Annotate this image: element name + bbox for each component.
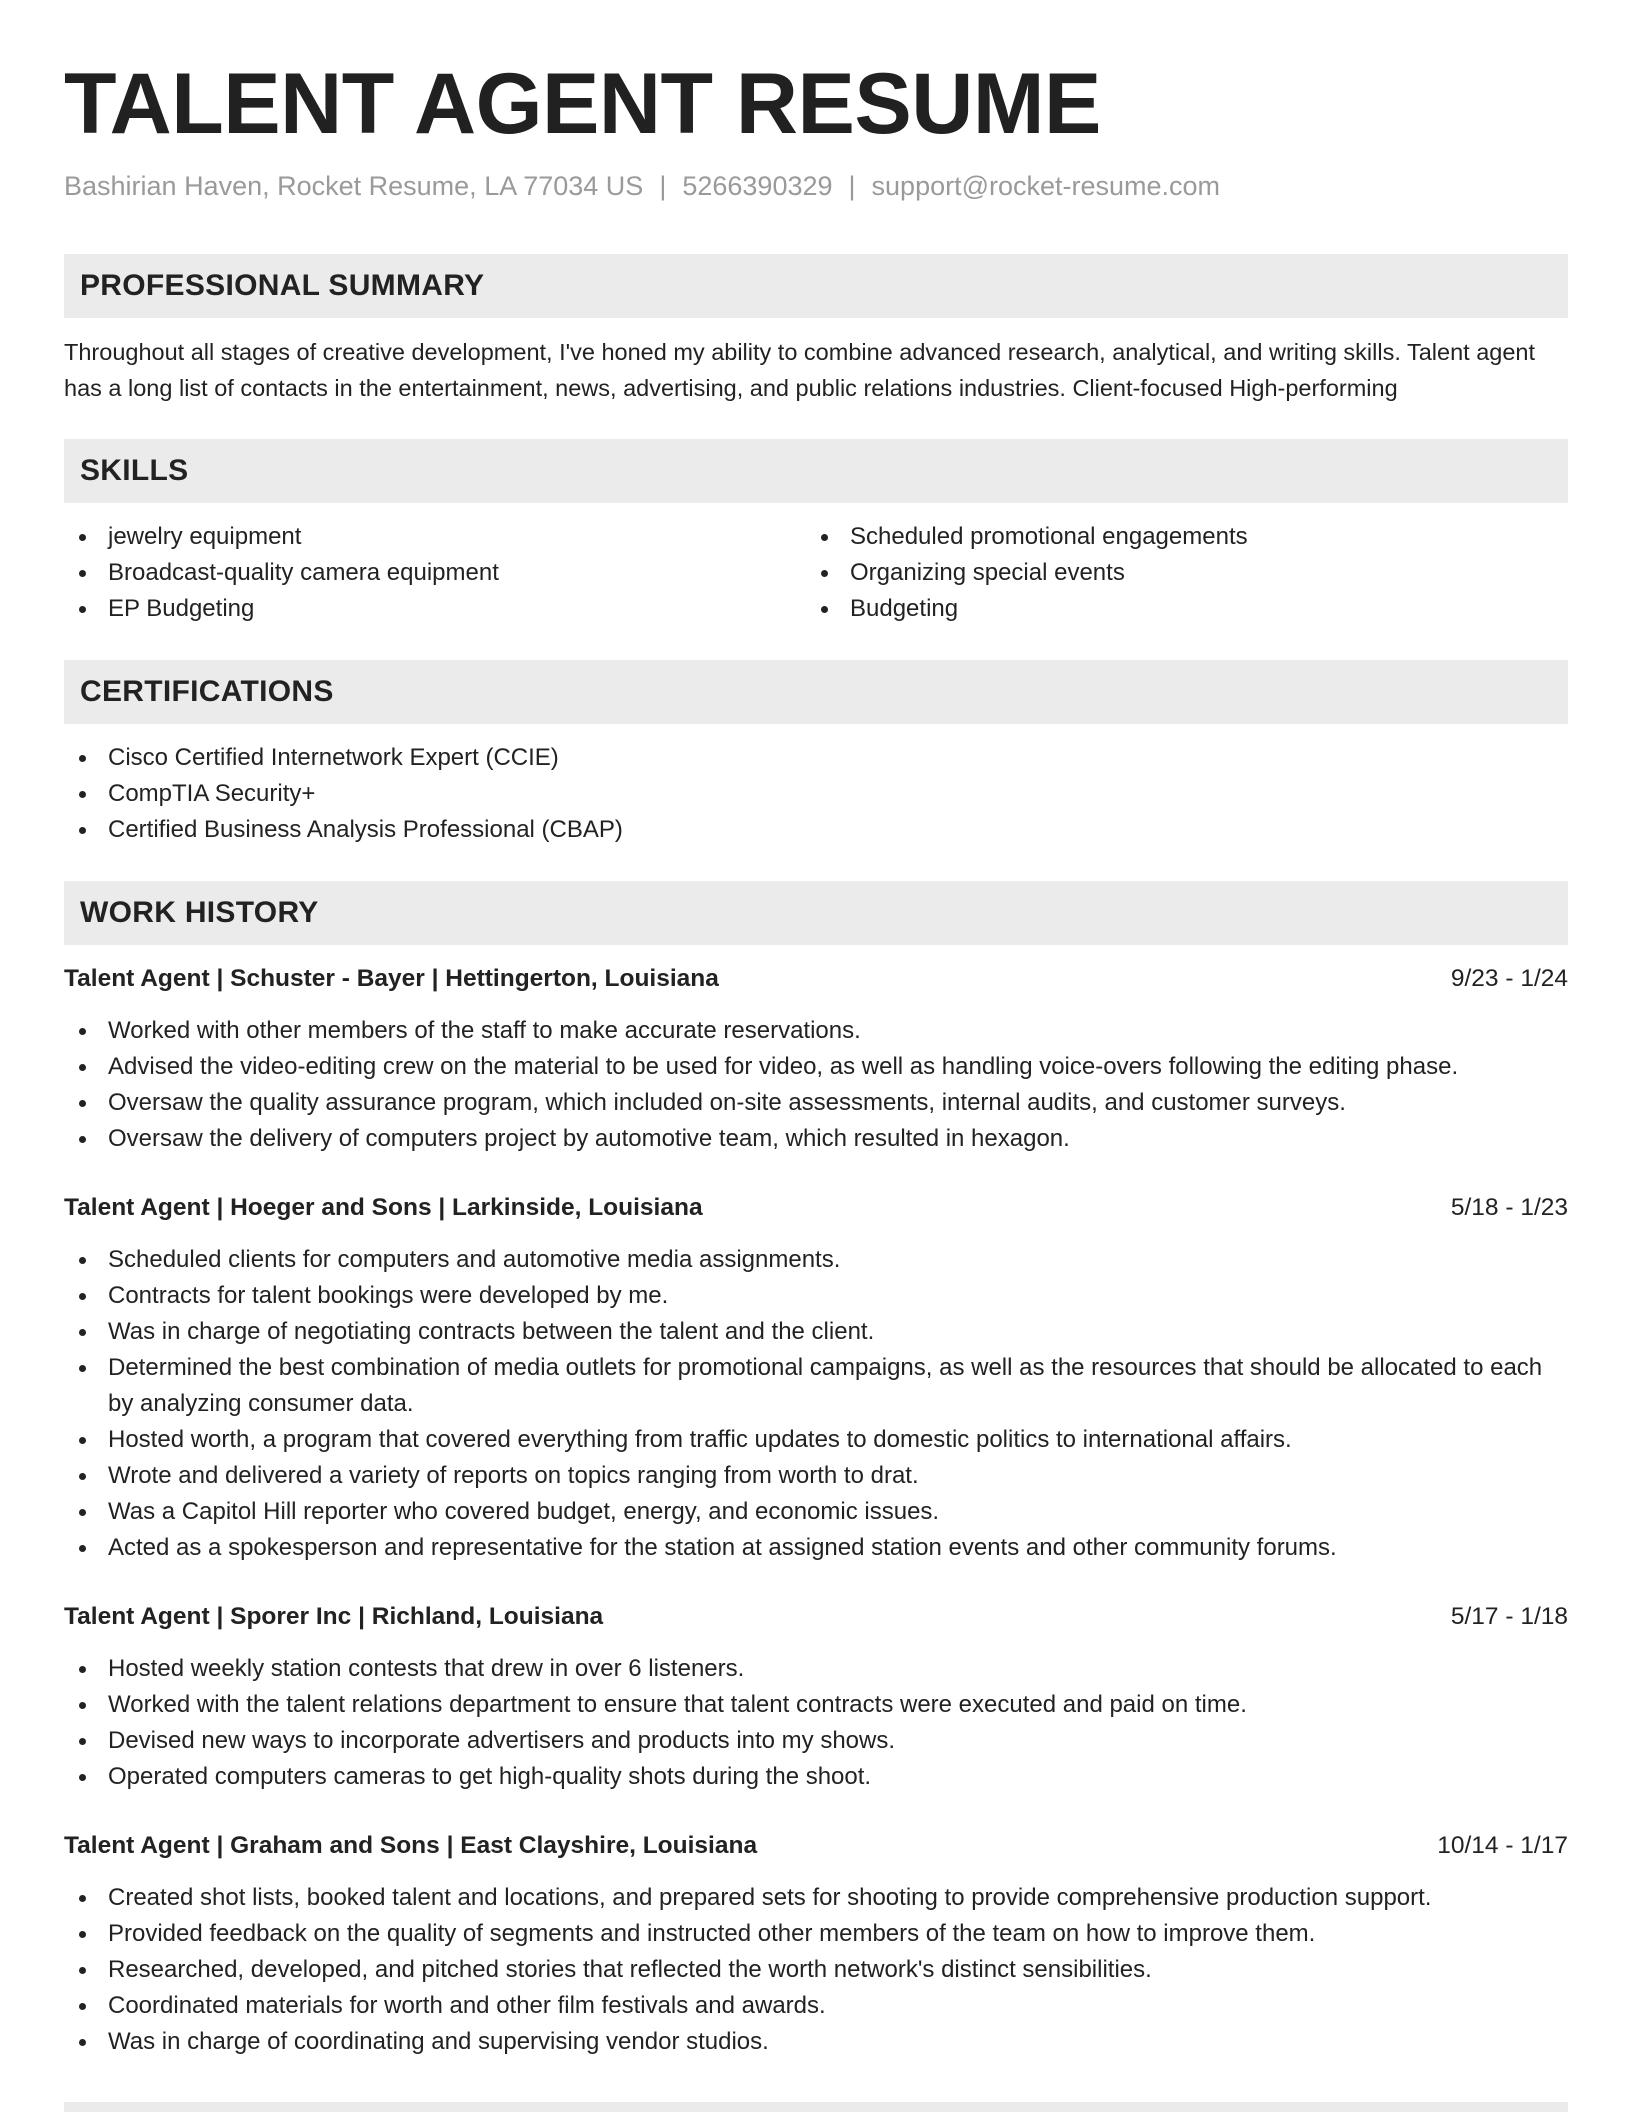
skills-list-left	[64, 519, 806, 627]
certification-item: Certified Business Analysis Professional (CBAP)	[64, 812, 1568, 848]
resume-title: TALENT AGENT RESUME	[64, 56, 1101, 152]
section-header-certifications: CERTIFICATIONS	[64, 660, 1568, 724]
resume-page	[64, 52, 1568, 2060]
job-bullet: Created shot lists, booked talent and locations, and prepared sets for shooting to provide comprehensive production support.	[64, 1880, 1568, 1916]
job-title: Talent Agent | Schuster - Bayer | Hettingerton, Louisiana	[64, 965, 719, 992]
job-dates: 5/17 - 1/18	[1450, 1603, 1568, 1630]
job-entry	[64, 961, 1568, 1157]
contact-phone: 5266390329	[682, 171, 833, 201]
job-bullet: Was in charge of negotiating contracts between the talent and the client.	[64, 1314, 1568, 1350]
job-bullet: Researched, developed, and pitched stories that reflected the worth network's distinct sensibilities.	[64, 1952, 1568, 1988]
certification-item: Cisco Certified Internetwork Expert (CCIE)	[64, 740, 1568, 776]
job-bullet: Provided feedback on the quality of segments and instructed other members of the team on how to improve them.	[64, 1916, 1568, 1952]
job-bullet: Scheduled clients for computers and automotive media assignments.	[64, 1242, 1568, 1278]
skill-item: jewelry equipment	[64, 519, 806, 555]
job-bullets	[64, 1242, 1568, 1566]
job-entry	[64, 1190, 1568, 1566]
job-bullets	[64, 1651, 1568, 1795]
job-bullet: Oversaw the delivery of computers project by automotive team, which resulted in hexagon.	[64, 1121, 1568, 1157]
job-header	[64, 961, 1568, 997]
certifications-list	[64, 740, 1568, 848]
job-bullet: Advised the video-editing crew on the material to be used for video, as well as handling voice-overs following the editing phase.	[64, 1049, 1568, 1085]
contact-separator: |	[848, 171, 856, 201]
contact-separator: |	[659, 171, 667, 201]
job-bullet: Worked with the talent relations department to ensure that talent contracts were executed and paid on time.	[64, 1687, 1568, 1723]
job-bullet: Was a Capitol Hill reporter who covered budget, energy, and economic issues.	[64, 1494, 1568, 1530]
job-header	[64, 1599, 1568, 1635]
job-title: Talent Agent | Sporer Inc | Richland, Louisiana	[64, 1603, 604, 1630]
certification-item: CompTIA Security+	[64, 776, 1568, 812]
job-bullet: Wrote and delivered a variety of reports on topics ranging from worth to drat.	[64, 1458, 1568, 1494]
job-title: Talent Agent | Graham and Sons | East Clayshire, Louisiana	[64, 1832, 758, 1859]
job-bullet: Coordinated materials for worth and other film festivals and awards.	[64, 1988, 1568, 2024]
skill-item: Broadcast-quality camera equipment	[64, 555, 806, 591]
section-header-skills: SKILLS	[64, 439, 1568, 503]
job-dates: 5/18 - 1/23	[1450, 1194, 1568, 1221]
next-section-header-edge	[64, 2102, 1568, 2112]
section-header-work-history: WORK HISTORY	[64, 881, 1568, 945]
job-header	[64, 1190, 1568, 1226]
job-title: Talent Agent | Hoeger and Sons | Larkinside, Louisiana	[64, 1194, 703, 1221]
job-bullet: Devised new ways to incorporate advertisers and products into my shows.	[64, 1723, 1568, 1759]
section-header-summary: PROFESSIONAL SUMMARY	[64, 254, 1568, 318]
job-bullet: Operated computers cameras to get high-quality shots during the shoot.	[64, 1759, 1568, 1795]
job-bullets	[64, 1013, 1568, 1157]
job-bullet: Was in charge of coordinating and supervising vendor studios.	[64, 2024, 1568, 2060]
contact-address: Bashirian Haven, Rocket Resume, LA 77034 US	[64, 171, 644, 201]
skill-item: Budgeting	[806, 591, 1548, 627]
skills-grid	[64, 503, 1568, 627]
skill-item: EP Budgeting	[64, 591, 806, 627]
job-entry	[64, 1599, 1568, 1795]
job-bullet: Hosted weekly station contests that drew in over 6 listeners.	[64, 1651, 1568, 1687]
contact-line	[64, 166, 1568, 206]
summary-text: Throughout all stages of creative development, I've honed my ability to combine advanced research, analytical, and writing skills. Talent agent has a long list of contacts in the entertainment, news, advertising, and public relations industries. Client-focused High-performing	[64, 339, 1536, 401]
job-dates: 9/23 - 1/24	[1450, 965, 1568, 992]
job-bullets	[64, 1880, 1568, 2060]
job-entry	[64, 1828, 1568, 2060]
job-dates: 10/14 - 1/17	[1437, 1832, 1568, 1859]
contact-email: support@rocket-resume.com	[871, 171, 1221, 201]
job-bullet: Hosted worth, a program that covered everything from traffic updates to domestic politics to international affairs.	[64, 1422, 1568, 1458]
job-header	[64, 1828, 1568, 1864]
skills-list-right	[806, 519, 1548, 627]
skill-item: Organizing special events	[806, 555, 1548, 591]
job-bullet: Determined the best combination of media outlets for promotional campaigns, as well as the resources that should be allocated to each by analyzing consumer data.	[64, 1350, 1568, 1422]
job-bullet: Contracts for talent bookings were developed by me.	[64, 1278, 1568, 1314]
job-bullet: Oversaw the quality assurance program, which included on-site assessments, internal audits, and customer surveys.	[64, 1085, 1568, 1121]
skill-item: Scheduled promotional engagements	[806, 519, 1548, 555]
job-bullet: Worked with other members of the staff to make accurate reservations.	[64, 1013, 1568, 1049]
job-bullet: Acted as a spokesperson and representative for the station at assigned station events and other community forums.	[64, 1530, 1568, 1566]
